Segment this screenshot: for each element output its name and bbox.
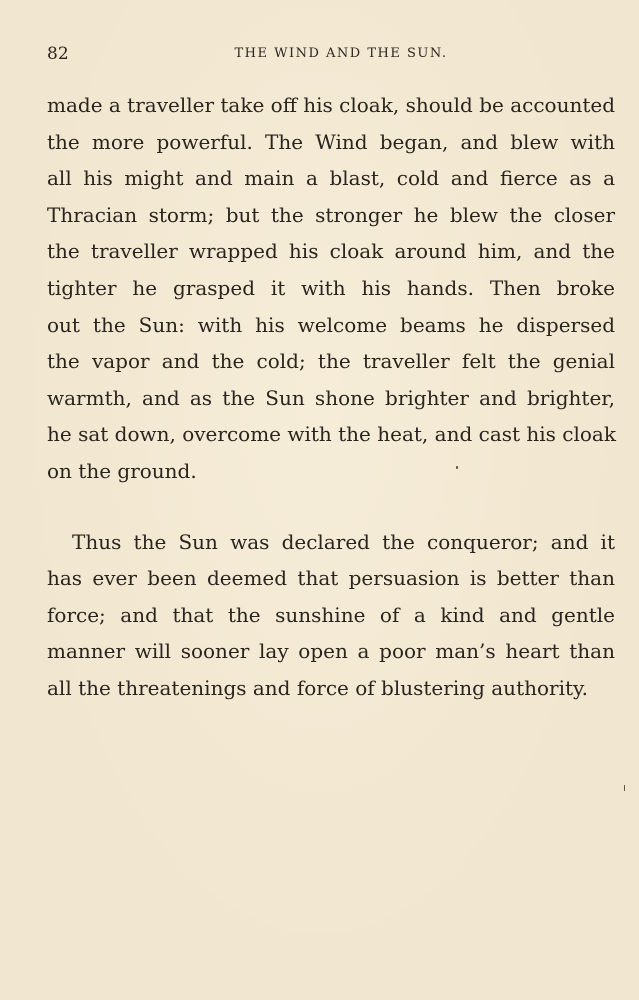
text-line: all the threatenings and force of blustering authority.: [47, 675, 589, 700]
text-line: the more powerful. The Wind began, and blew with: [47, 129, 615, 154]
paragraph-2: [47, 524, 615, 707]
paper-speck: [456, 466, 458, 469]
running-head: THE WIND AND THE SUN.: [234, 46, 448, 61]
text-line: force; and that the sunshine of a kind and gentle: [47, 602, 615, 627]
text-line: made a traveller take off his cloak, should be accounted: [47, 93, 615, 117]
text-line: manner will sooner lay open a poor man’s heart than: [47, 639, 615, 664]
paper-speck: [624, 785, 625, 791]
paragraph-1: [47, 87, 615, 490]
text-line: has ever been deemed that persuasion is better than: [47, 566, 615, 591]
page-header: [47, 42, 615, 66]
text-line: all his might and main a blast, cold and fierce as a: [47, 166, 615, 191]
paragraph-gap: [47, 490, 615, 524]
text-line: the vapor and the cold; the traveller felt the genial: [47, 349, 615, 374]
text-line: he sat down, overcome with the heat, and cast his cloak: [47, 422, 616, 447]
text-line: warmth, and as the Sun shone brighter and brighter,: [47, 385, 615, 410]
text-line: on the ground.: [47, 458, 197, 483]
text-line: Thus the Sun was declared the conqueror; and it: [72, 529, 615, 554]
text-line: tighter he grasped it with his hands. Then broke: [47, 275, 615, 300]
text-line: Thracian storm; but the stronger he blew the closer: [47, 202, 615, 227]
text-line: the traveller wrapped his cloak around him, and the: [47, 239, 615, 264]
page-number: 82: [47, 44, 69, 64]
text-line: out the Sun: with his welcome beams he dispersed: [47, 312, 615, 337]
body-text: [47, 87, 615, 707]
